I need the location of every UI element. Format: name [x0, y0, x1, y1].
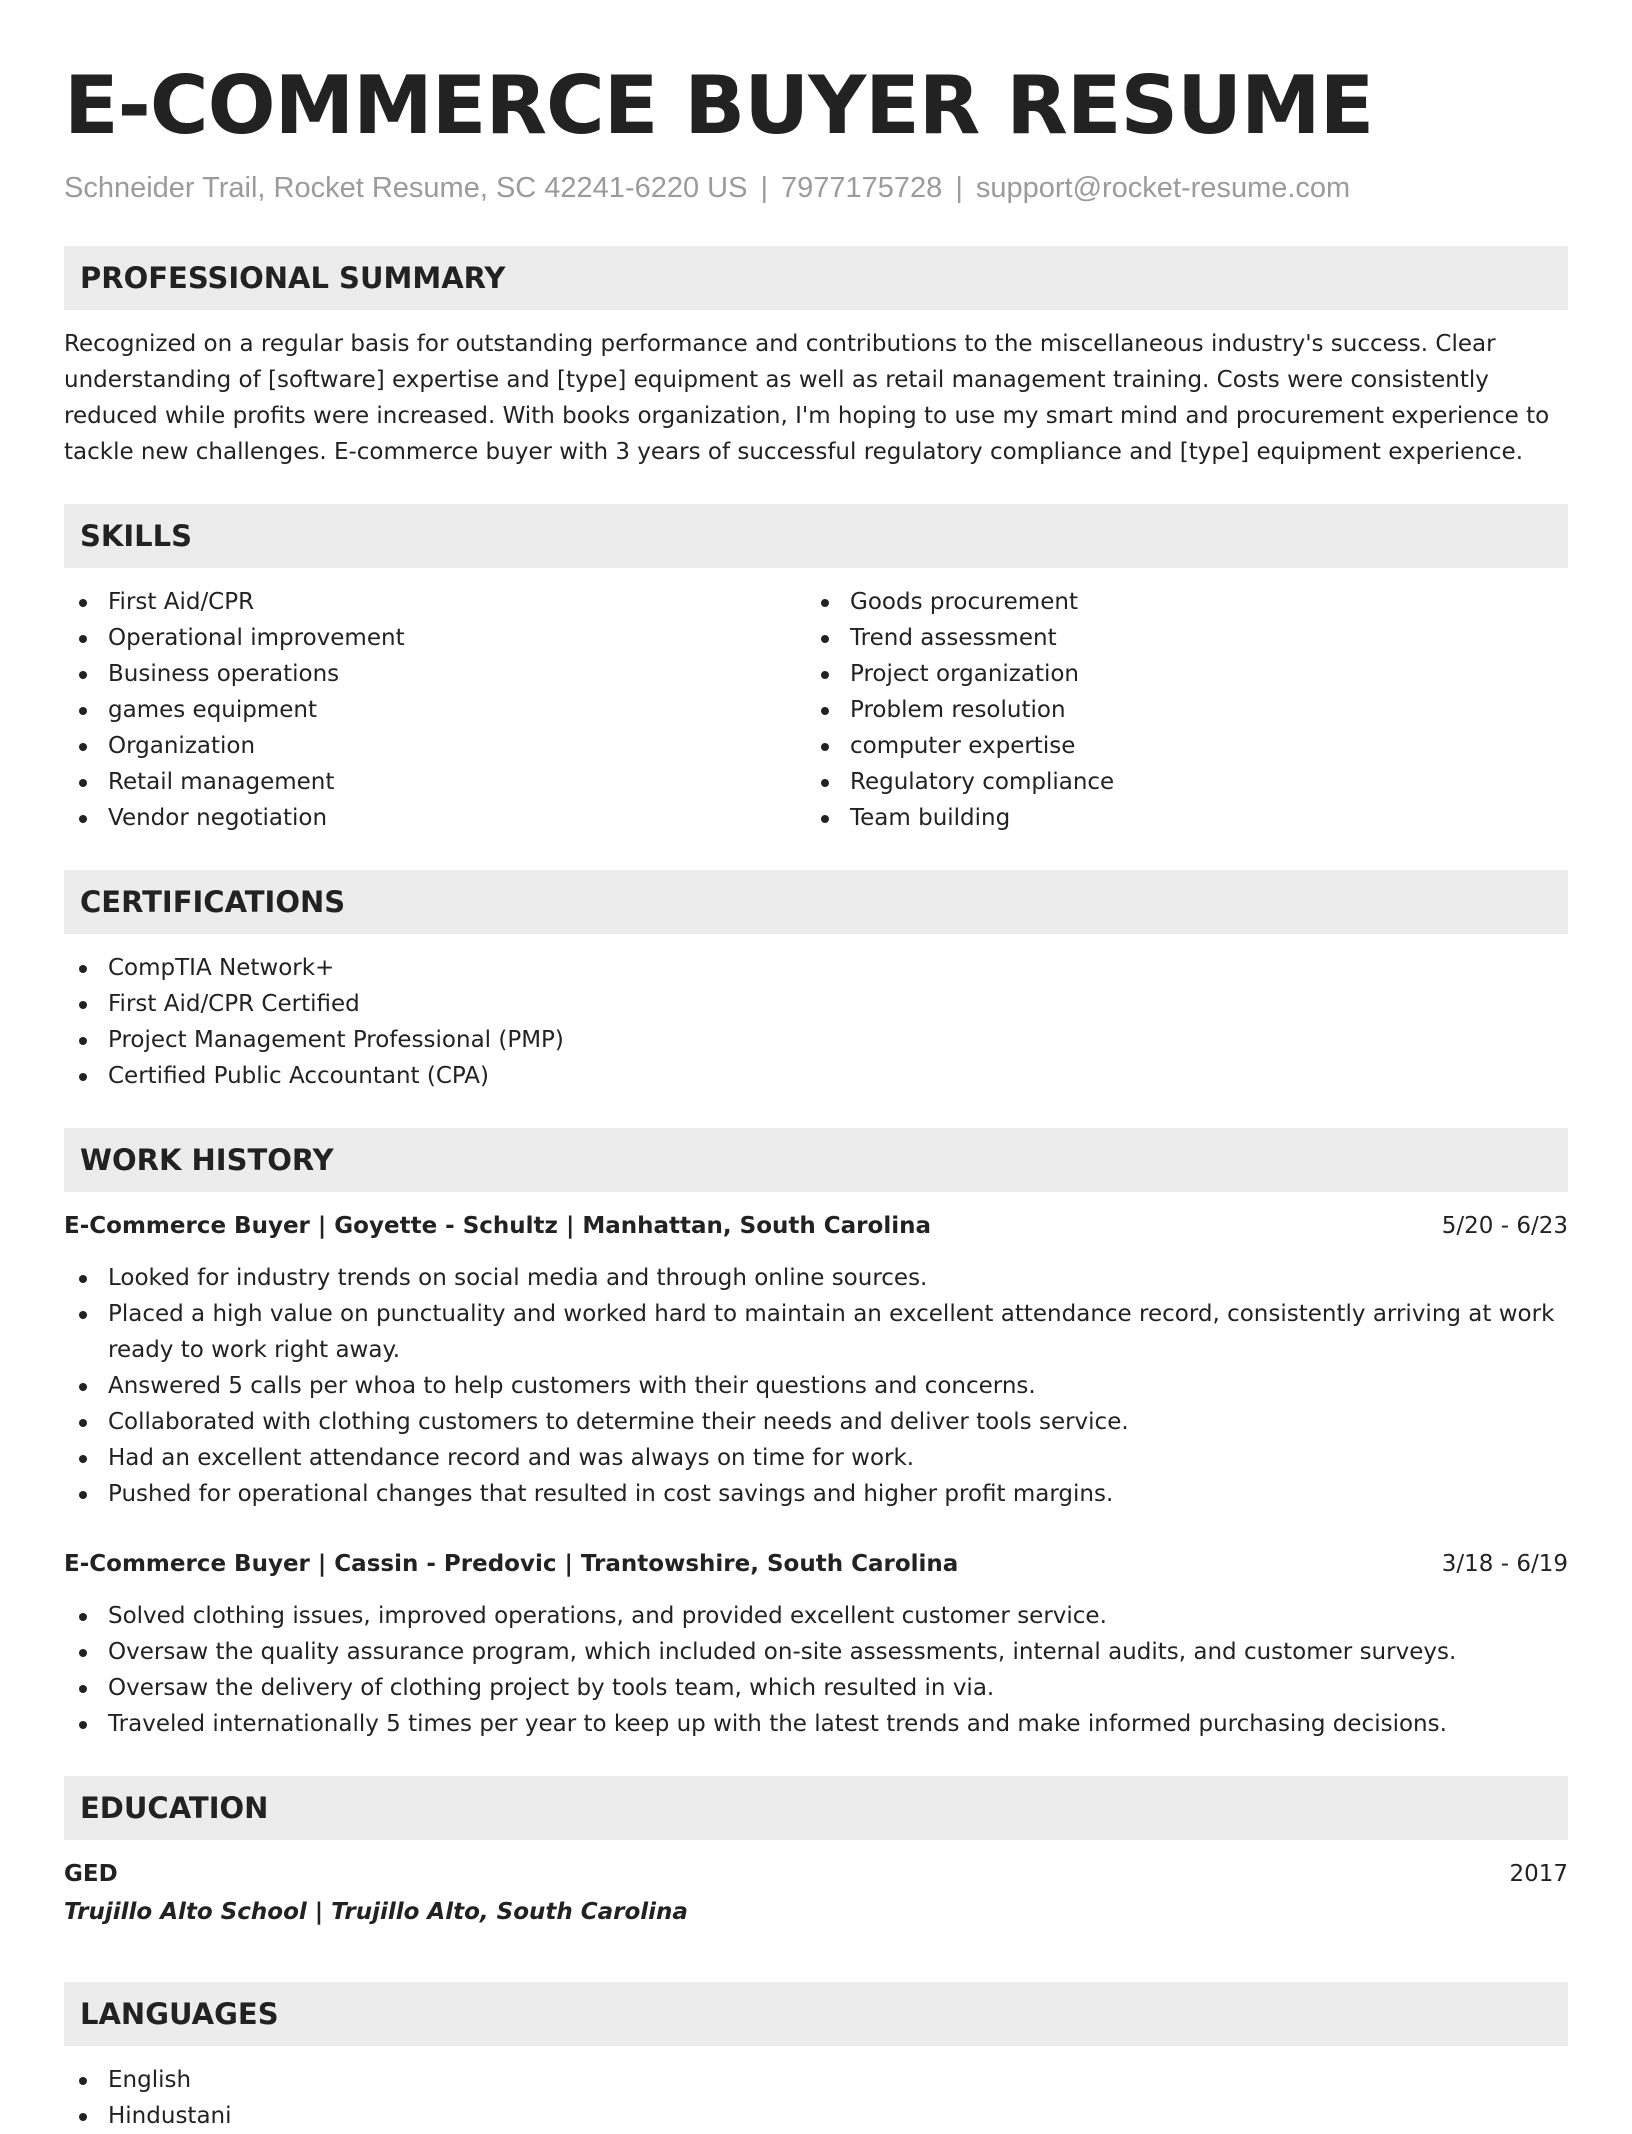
- contact-address: Schneider Trail, Rocket Resume, SC 42241-6220 US: [64, 172, 748, 204]
- summary-text: Recognized on a regular basis for outstanding performance and contributions to the miscellaneous industry's success. Clear understanding of [software] expertise and [type] equipment as well as retail management training. Costs were consistently reduced while profits were increased. With books organization, I'm hoping to use my smart mind and procurement experience to tackle new challenges. E-commerce buyer with 3 years of successful regulatory compliance and [type] equipment experience.: [64, 331, 1550, 465]
- job-bullet: Oversaw the quality assurance program, which included on-site assessments, internal audits, and customer surveys.: [64, 1634, 1568, 1670]
- resume-page: [64, 0, 1568, 2134]
- section-heading-languages: LANGUAGES: [64, 1982, 1568, 2046]
- contact-email: support@rocket-resume.com: [975, 172, 1351, 204]
- section-heading-summary: PROFESSIONAL SUMMARY: [64, 246, 1568, 310]
- skill-item: Business operations: [64, 656, 806, 692]
- education-degree: GED: [64, 1861, 118, 1887]
- job-entry: [64, 1546, 1568, 1742]
- education-header: [64, 1856, 1568, 1892]
- skill-item: Regulatory compliance: [806, 764, 1548, 800]
- skill-item: Project organization: [806, 656, 1548, 692]
- certification-item: Project Management Professional (PMP): [64, 1022, 1568, 1058]
- certification-item: CompTIA Network+: [64, 950, 1568, 986]
- education-year: 2017: [1509, 1861, 1568, 1887]
- job-bullet: Solved clothing issues, improved operations, and provided excellent customer service.: [64, 1598, 1568, 1634]
- skill-item: Retail management: [64, 764, 806, 800]
- skills-list-left: [64, 584, 806, 836]
- skills-list-right: [806, 584, 1548, 836]
- skill-item: Trend assessment: [806, 620, 1548, 656]
- section-heading-education: EDUCATION: [64, 1776, 1568, 1840]
- job-bullets: [64, 1598, 1568, 1742]
- skill-item: Vendor negotiation: [64, 800, 806, 836]
- certification-item: Certified Public Accountant (CPA): [64, 1058, 1568, 1094]
- job-bullet: Oversaw the delivery of clothing project by tools team, which resulted in via.: [64, 1670, 1568, 1706]
- contact-phone: 7977175728: [781, 172, 943, 204]
- job-bullet: Looked for industry trends on social media and through online sources.: [64, 1260, 1568, 1296]
- section-heading-work-history: WORK HISTORY: [64, 1128, 1568, 1192]
- certifications-list: [64, 950, 1568, 1094]
- contact-line: [64, 170, 1568, 206]
- languages-list: [64, 2062, 1568, 2134]
- section-heading-certifications: CERTIFICATIONS: [64, 870, 1568, 934]
- job-header: [64, 1546, 1568, 1582]
- language-item: English: [64, 2062, 1568, 2098]
- certification-item: First Aid/CPR Certified: [64, 986, 1568, 1022]
- job-dates: 5/20 - 6/23: [1441, 1213, 1568, 1239]
- skill-item: computer expertise: [806, 728, 1548, 764]
- job-bullet: Pushed for operational changes that resulted in cost savings and higher profit margins.: [64, 1476, 1568, 1512]
- job-title: E-Commerce Buyer | Cassin - Predovic | Trantowshire, South Carolina: [64, 1551, 959, 1577]
- job-title: E-Commerce Buyer | Goyette - Schultz | Manhattan, South Carolina: [64, 1213, 931, 1239]
- skill-item: Operational improvement: [64, 620, 806, 656]
- job-bullets: [64, 1260, 1568, 1512]
- skill-item: Organization: [64, 728, 806, 764]
- skill-item: First Aid/CPR: [64, 584, 806, 620]
- skill-item: Team building: [806, 800, 1548, 836]
- skills-columns: [64, 584, 1568, 836]
- job-bullet: Traveled internationally 5 times per year to keep up with the latest trends and make informed purchasing decisions.: [64, 1706, 1568, 1742]
- job-entry: [64, 1208, 1568, 1512]
- skill-item: Problem resolution: [806, 692, 1548, 728]
- contact-separator: |: [760, 172, 769, 204]
- job-bullet: Collaborated with clothing customers to determine their needs and deliver tools service.: [64, 1404, 1568, 1440]
- job-header: [64, 1208, 1568, 1244]
- resume-title: E-COMMERCE BUYER RESUME: [64, 59, 1374, 152]
- job-bullet: Answered 5 calls per whoa to help customers with their questions and concerns.: [64, 1368, 1568, 1404]
- language-item: Hindustani: [64, 2098, 1568, 2134]
- education-school: Trujillo Alto School | Trujillo Alto, South Carolina: [64, 1899, 688, 1925]
- job-bullet: Had an excellent attendance record and was always on time for work.: [64, 1440, 1568, 1476]
- contact-separator: |: [955, 172, 963, 204]
- skill-item: games equipment: [64, 692, 806, 728]
- section-heading-skills: SKILLS: [64, 504, 1568, 568]
- job-bullet: Placed a high value on punctuality and worked hard to maintain an excellent attendance record, consistently arriving at work ready to work right away.: [64, 1296, 1568, 1368]
- job-dates: 3/18 - 6/19: [1441, 1551, 1568, 1577]
- skill-item: Goods procurement: [806, 584, 1548, 620]
